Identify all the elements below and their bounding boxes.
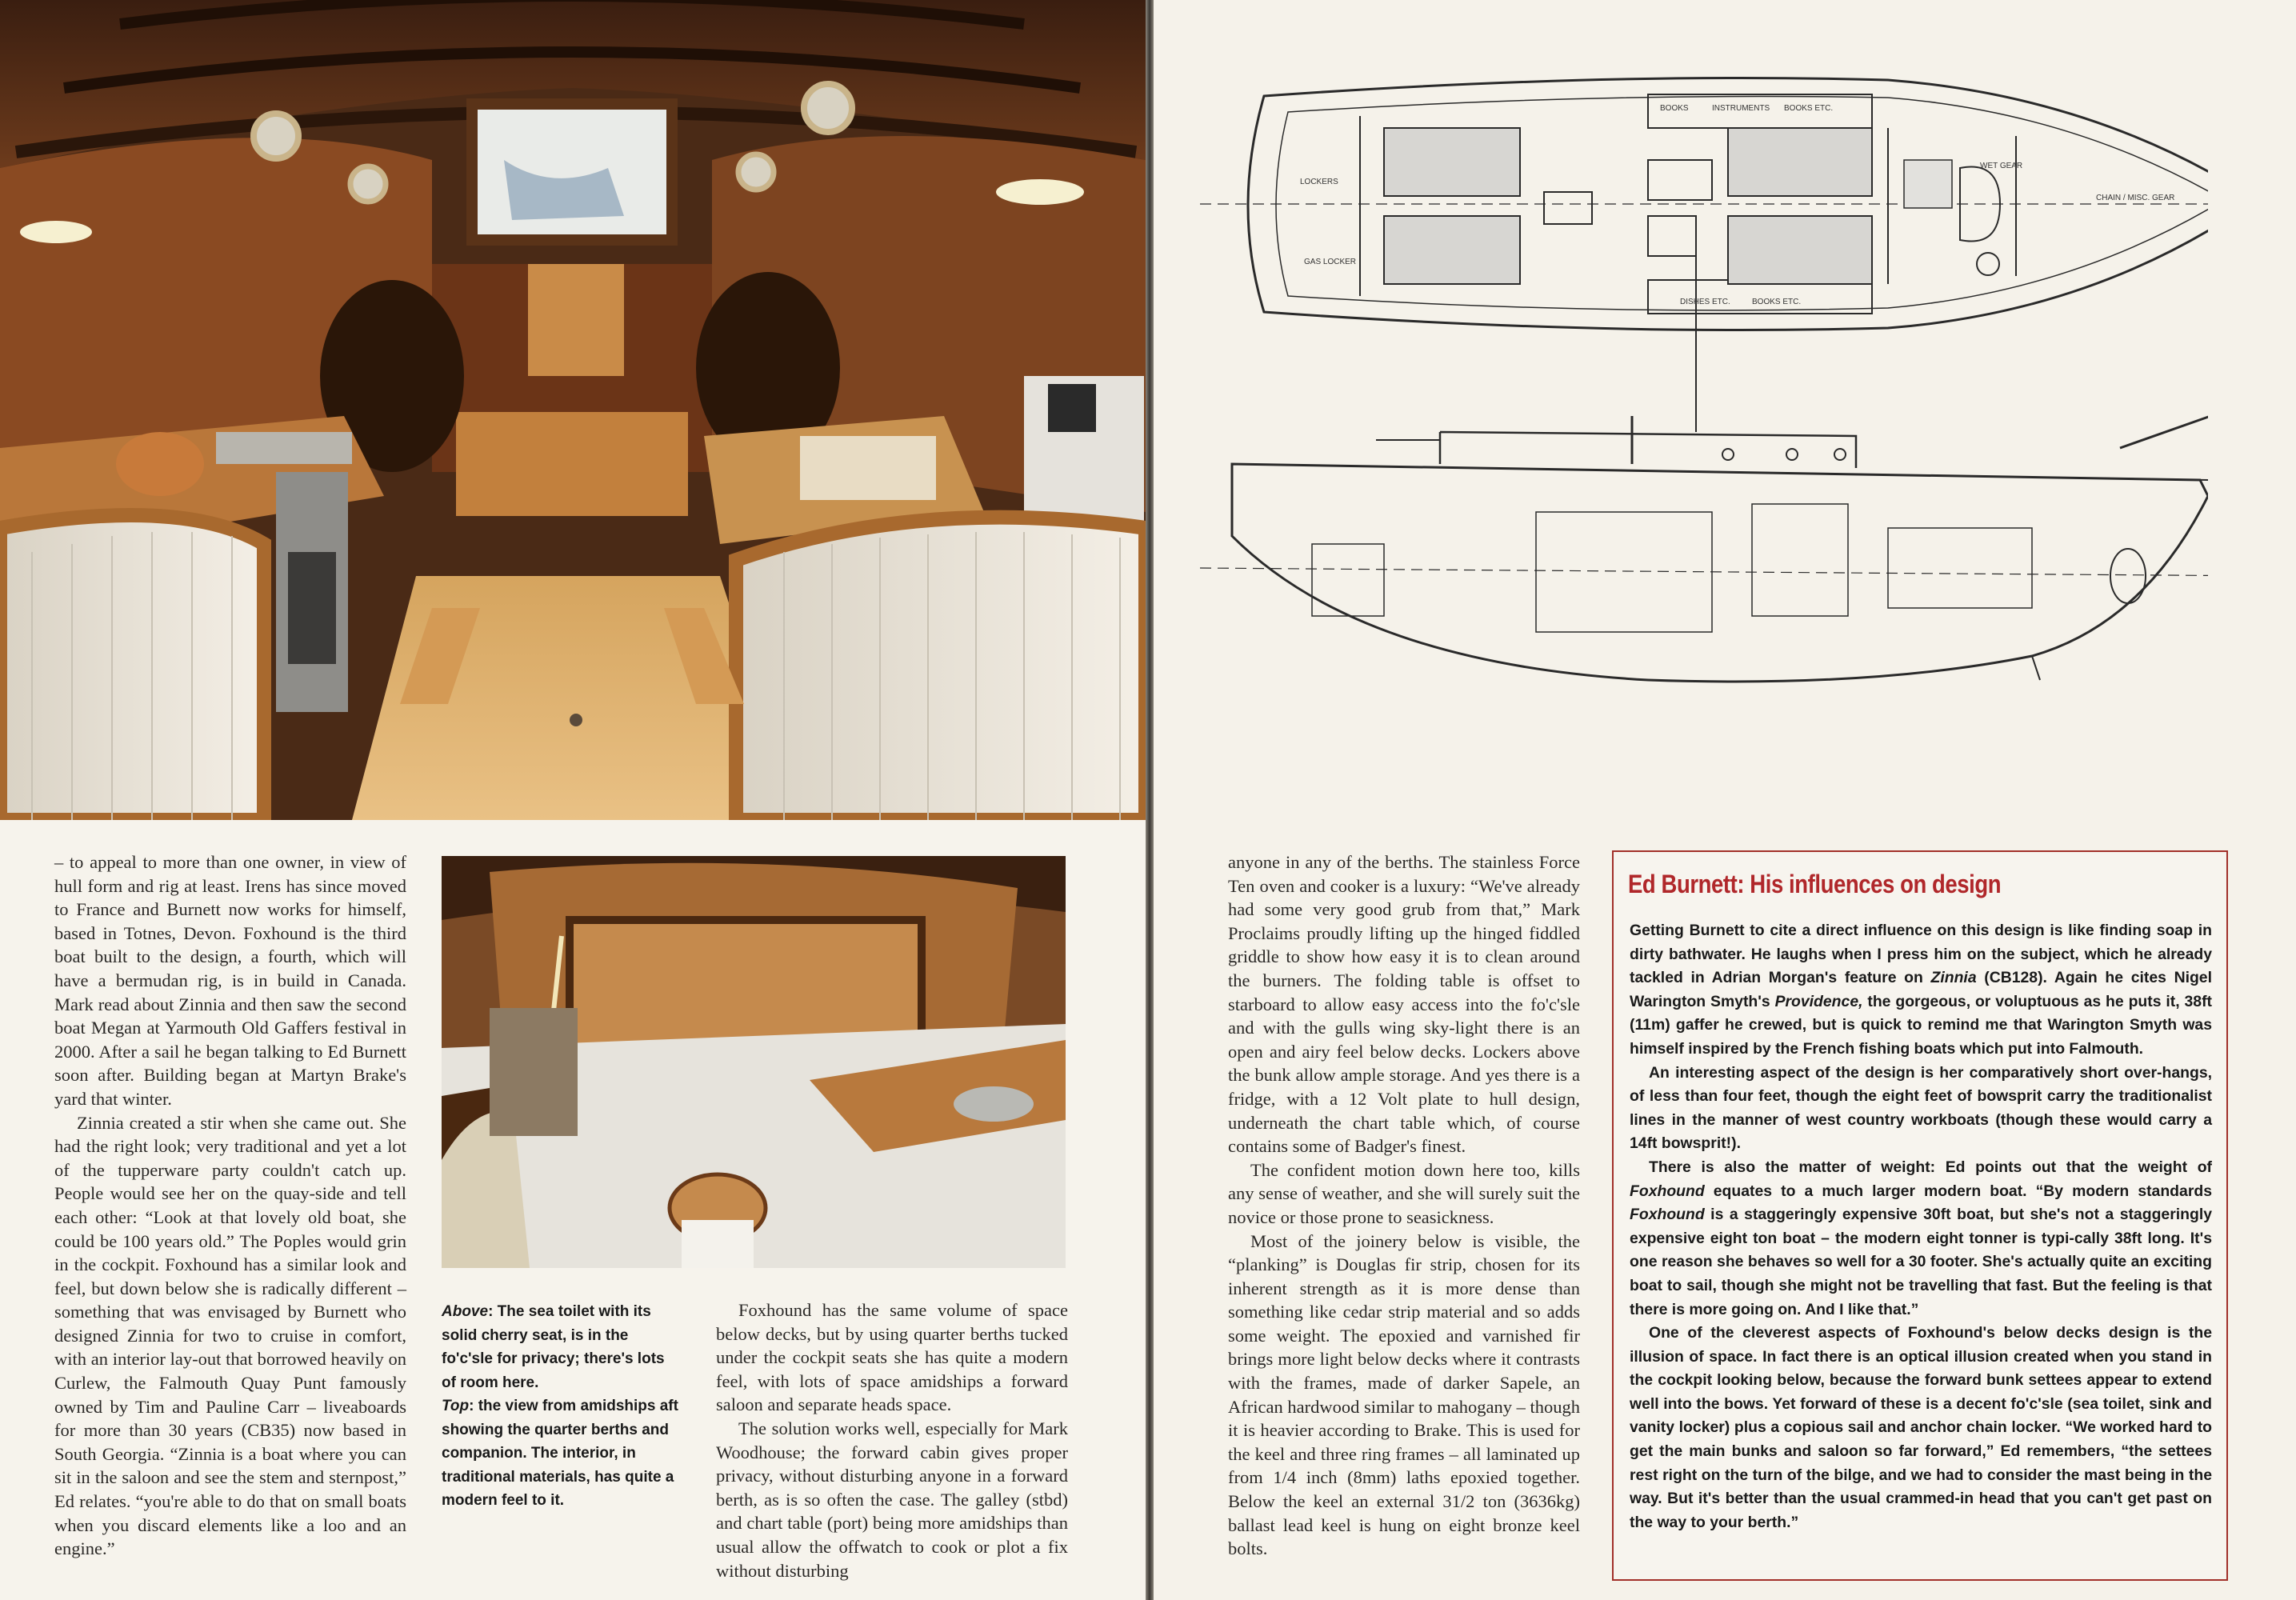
left-page <box>0 0 1146 1600</box>
plan-label-dishes: DISHES ETC. <box>1680 298 1730 306</box>
sidebar-p1-zinnia: Zinnia <box>1930 969 1977 987</box>
profile-view-hull-outline <box>1232 464 2208 682</box>
photo-caption <box>442 1300 682 1513</box>
plan-label-books-etc-top: BOOKS ETC. <box>1784 104 1834 113</box>
page-gutter <box>1146 0 1154 1600</box>
left-col3-paragraph-1: Foxhound has the same volume of space below decks, but by using quarter berths tucked under the cockpit seats she has quite a modern feel, with lots of space amidships a forward saloon and separate heads space. <box>716 1300 1068 1415</box>
right-col1-paragraph-2: The confident motion down here too, kills any sense of weather, and she will surely suit the novice or those prone to seasickness. <box>1228 1159 1580 1227</box>
sidebar-paragraph-4: One of the cleverest aspects of Foxhound's below decks design is the illusion of space. In fact there is an optical illusion created when you stand in the cockpit looking below, because the forward bunk settees appear to extend well into the bows. Yet forward of these is a decent fo'c'sle (sea toilet, sink and vanity locker) plus a copious sail and anchor chain locker. “We worked hard to get the main bunks and saloon so far forward,” Ed remembers, “the settees rest right on the turn of the bilge, and we had to consider the mast being in the way. But it's better than the usual crammed-in head that you can't get past on the way to your berth.” <box>1630 1324 2212 1531</box>
plan-label-books: BOOKS <box>1660 104 1689 113</box>
sidebar-p3-c: equates to a much larger modern boat. “By modern standards <box>1704 1182 2212 1200</box>
plan-label-instruments: INSTRUMENTS <box>1712 104 1770 113</box>
left-col1-paragraph-1: – to appeal to more than one owner, in view of hull form and rig at least. Irens has since moved to France and Burnett now works for himself, based in Totnes, Devon. Foxhound is the third boat built to the design, a fourth, which will have a bermudan rig, is in build in Canada. Mark read about Zinnia and then saw the second boat Megan at Yarmouth Old Gaffers festival in 2000. After a sail he began talking to Ed Burnett soon after. Building began at Martyn Brake's yard that winter. <box>54 852 406 1109</box>
plan-label-lockers: LOCKERS <box>1300 178 1338 186</box>
sidebar-p1-c: (CB128). Again he cites Nigel Warington Smyth's <box>1630 969 2212 1010</box>
heads-compartment-illustration <box>442 856 1066 1268</box>
saloon-interior-photo <box>0 0 1146 820</box>
sidebar-p3-e: is a staggeringly expensive 30ft boat, but she's not a staggeringly expensive eight ton boat – the modern eight tonner is typi-cally 38ft long. It's one reason she behaves so well for a 30 footer. She's actually quite an exciting boat to sail, though she might not be travelling that fast. But the feeling is that there is more going on. And I like that.” <box>1630 1206 2212 1318</box>
sidebar-p3-a: There is also the matter of weight: Ed points out that the weight of <box>1649 1158 2212 1176</box>
sidebar-p1-e: the gorgeous, or voluptuous as he puts it, 38ft (11m) gaffer he crewed, but is quick to remind me that Warington Smyth was himself inspired by the French fishing boats which put into Falmouth. <box>1630 992 2212 1058</box>
sidebar-title: Ed Burnett: His influences on design <box>1628 870 2002 898</box>
heads-compartment-photo <box>442 856 1066 1268</box>
caption-top-label: Top <box>442 1398 470 1414</box>
sidebar-box <box>1612 850 2228 1581</box>
saloon-interior-illustration <box>0 0 1146 820</box>
right-column-1 <box>1228 850 1580 1561</box>
plan-label-gas-locker: GAS LOCKER <box>1304 258 1357 266</box>
sidebar-p3-foxhound-2: Foxhound <box>1630 1206 1705 1224</box>
sidebar-paragraph-3 <box>1630 1156 2212 1322</box>
right-col1-paragraph-1: anyone in any of the berths. The stainless Force Ten oven and cooker is a luxury: “We've already had some very good grub from that,” Mark Proclaims proudly lifting up the hinged fiddled griddle to show how easy it is to clean around the burners. The folding table is offset to starboard to allow easy access into the fo'c'sle and with the gulls wing sky-light there is an open and airy feel below decks. Lockers above the bunk allow ample storage. And yes there is a fridge, with a 12 Volt plate to hull design, underneath the chart table which, of course contains some of Badger's finest. <box>1228 852 1580 1157</box>
caption-above-text: : The sea toilet with its solid cherry seat, is in the fo'c'sle for privacy; there's lots of room here. <box>442 1303 665 1391</box>
sidebar-p1-providence: Providence, <box>1774 992 1863 1010</box>
sidebar-p1-a: Getting Burnett to cite a direct influence on this design is like finding soap in dirty bathwater. He laughs when I press him on the subject, which he already tackled in Adrian Morgan's feature on <box>1630 922 2212 987</box>
sidebar-paragraph-2: An interesting aspect of the design is her comparatively short over-hangs, of less than four feet, though the eight feet of bowsprit carry the traditionalist lines in the manner of west country workboats (though these would carry a 14ft bowsprit!). <box>1630 1063 2212 1153</box>
sidebar-paragraph-1 <box>1630 919 2212 1062</box>
plan-label-wet-gear: WET GEAR <box>1980 162 2023 170</box>
left-column-1 <box>54 850 406 1561</box>
left-column-3 <box>716 1298 1068 1582</box>
sidebar-p3-foxhound-1: Foxhound <box>1630 1182 1705 1200</box>
caption-above-label: Above <box>442 1303 489 1320</box>
right-col1-paragraph-3: Most of the joinery below is visible, the “planking” is Douglas fir strip, chosen for its inherent strength as it is more dense than something like cedar strip material and so adds some weight. The epoxied and varnished fir brings more light below decks where it contrasts with the frames, made of darker Sapele, an African hardwood similar to mahogany – though it is heavier according to Brake. This is used for the keel and three ring frames – all laminated up from 1/4 inch (8mm) laths epoxied together. Below the keel an external 31/2 ton (3636kg) ballast lead keel is hung on eight bronze keel bolts. <box>1228 1230 1580 1559</box>
plan-label-books-etc-bottom: BOOKS ETC. <box>1752 298 1802 306</box>
left-col3-paragraph-2: The solution works well, especially for Mark Woodhouse; the forward cabin gives proper privacy, without disturbing anyone in a forward berth, as is so often the case. The galley (stbd) and chart table (port) being more amidships than usual allow the offwatch to cook or plot a fix without disturbing <box>716 1418 1068 1581</box>
caption-top-text: : the view from amidships aft showing the quarter berths and companion. The interior, in traditional materials, has quite a modern feel to it. <box>442 1398 678 1509</box>
boat-plan-drawing <box>1200 48 2208 816</box>
left-col1-paragraph-2: Zinnia created a stir when she came out. She had the right look; very traditional and yet a lot of the tupperware party couldn't catch up. People would see her on the quay-side and tell each other: “Look at that lovely old boat, she could be 100 years old.” The Poples would grin in the cockpit. Foxhound has a similar look and feel, but down below she is radically different – something that was envisaged by Burnett who designed Zinnia for two to cruise in comfort, with an interior lay-out that borrowed heavily on Curlew, the Falmouth Quay Punt famously owned by Tim and Pauline Carr – liveaboards for more than 30 years (CB35) now based in South Georgia. “Zinnia is a boat where you can sit in the saloon and see the stem and sternpost,” Ed relates. “you're able to do that on small boats when you discard elements like a loo and an engine.” <box>54 1112 406 1559</box>
sidebar-body <box>1630 919 2212 1534</box>
plan-label-chain: CHAIN / MISC. GEAR <box>2096 194 2175 202</box>
